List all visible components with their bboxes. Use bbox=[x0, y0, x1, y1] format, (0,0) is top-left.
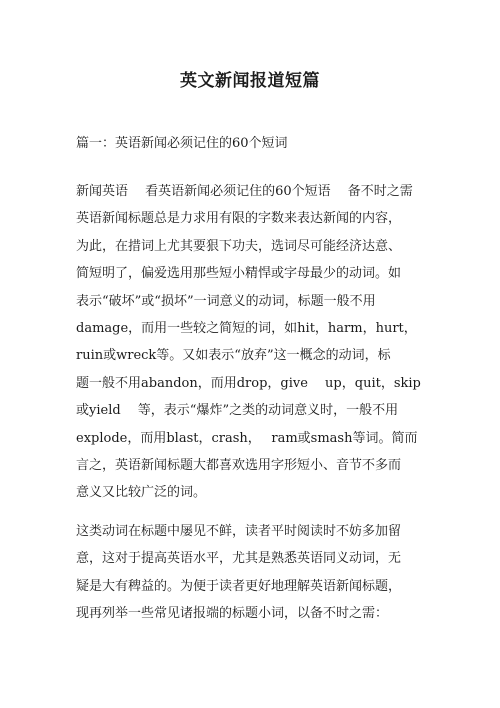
text-line: 这类动词在标题中屡见不鲜，读者平时阅读时不妨多加留 bbox=[76, 524, 402, 539]
text-line: damage，而用一些较之简短的词，如hit，harm，hurt， bbox=[76, 320, 417, 336]
text-line: 表示“破坏”或“损坏”一词意义的动词，标题一般不用 bbox=[76, 293, 376, 309]
text-line: 英语新闻标题总是力求用有限的字数来表达新闻的内容， bbox=[76, 211, 402, 227]
paragraph-2 bbox=[76, 518, 428, 628]
paragraph-1 bbox=[76, 178, 428, 507]
text-line: 简短明了，偏爱选用那些短小精悍或字母最少的动词。如 bbox=[76, 266, 402, 282]
text-line: explode，而用blast，crash， ram或smash等词。简而 bbox=[76, 430, 418, 446]
text-line: ruin或wreck等。又如表示“放弃”这一概念的动词，标 bbox=[76, 348, 391, 364]
text-line: 现再列举一些常见诸报端的标题小词，以备不时之需： bbox=[76, 606, 389, 622]
text-line: 新闻英语 看英语新闻必须记住的60个短语 备不时之需 bbox=[76, 184, 413, 199]
section-heading: 篇一：英语新闻必须记住的60个短词 bbox=[76, 136, 288, 151]
document-title: 英文新闻报道短篇 bbox=[180, 71, 320, 91]
text-line: 为此，在措词上尤其要狠下功夫，选词尽可能经济达意、 bbox=[76, 238, 402, 254]
text-line: 言之，英语新闻标题大都喜欢选用字形短小、音节不多而 bbox=[76, 457, 402, 473]
text-line: 或yield 等，表示“爆炸”之类的动词意义时，一般不用 bbox=[76, 403, 399, 419]
text-line: 疑是大有稗益的。为便于读者更好地理解英语新闻标题， bbox=[76, 578, 402, 594]
text-line: 意义又比较广泛的词。 bbox=[76, 485, 207, 501]
text-line: 意，这对于提高英语水平，尤其是熟悉英语同义动词，无 bbox=[76, 551, 402, 567]
text-line: 题一般不用abandon，而用drop，give up，quit，skip bbox=[76, 375, 421, 391]
